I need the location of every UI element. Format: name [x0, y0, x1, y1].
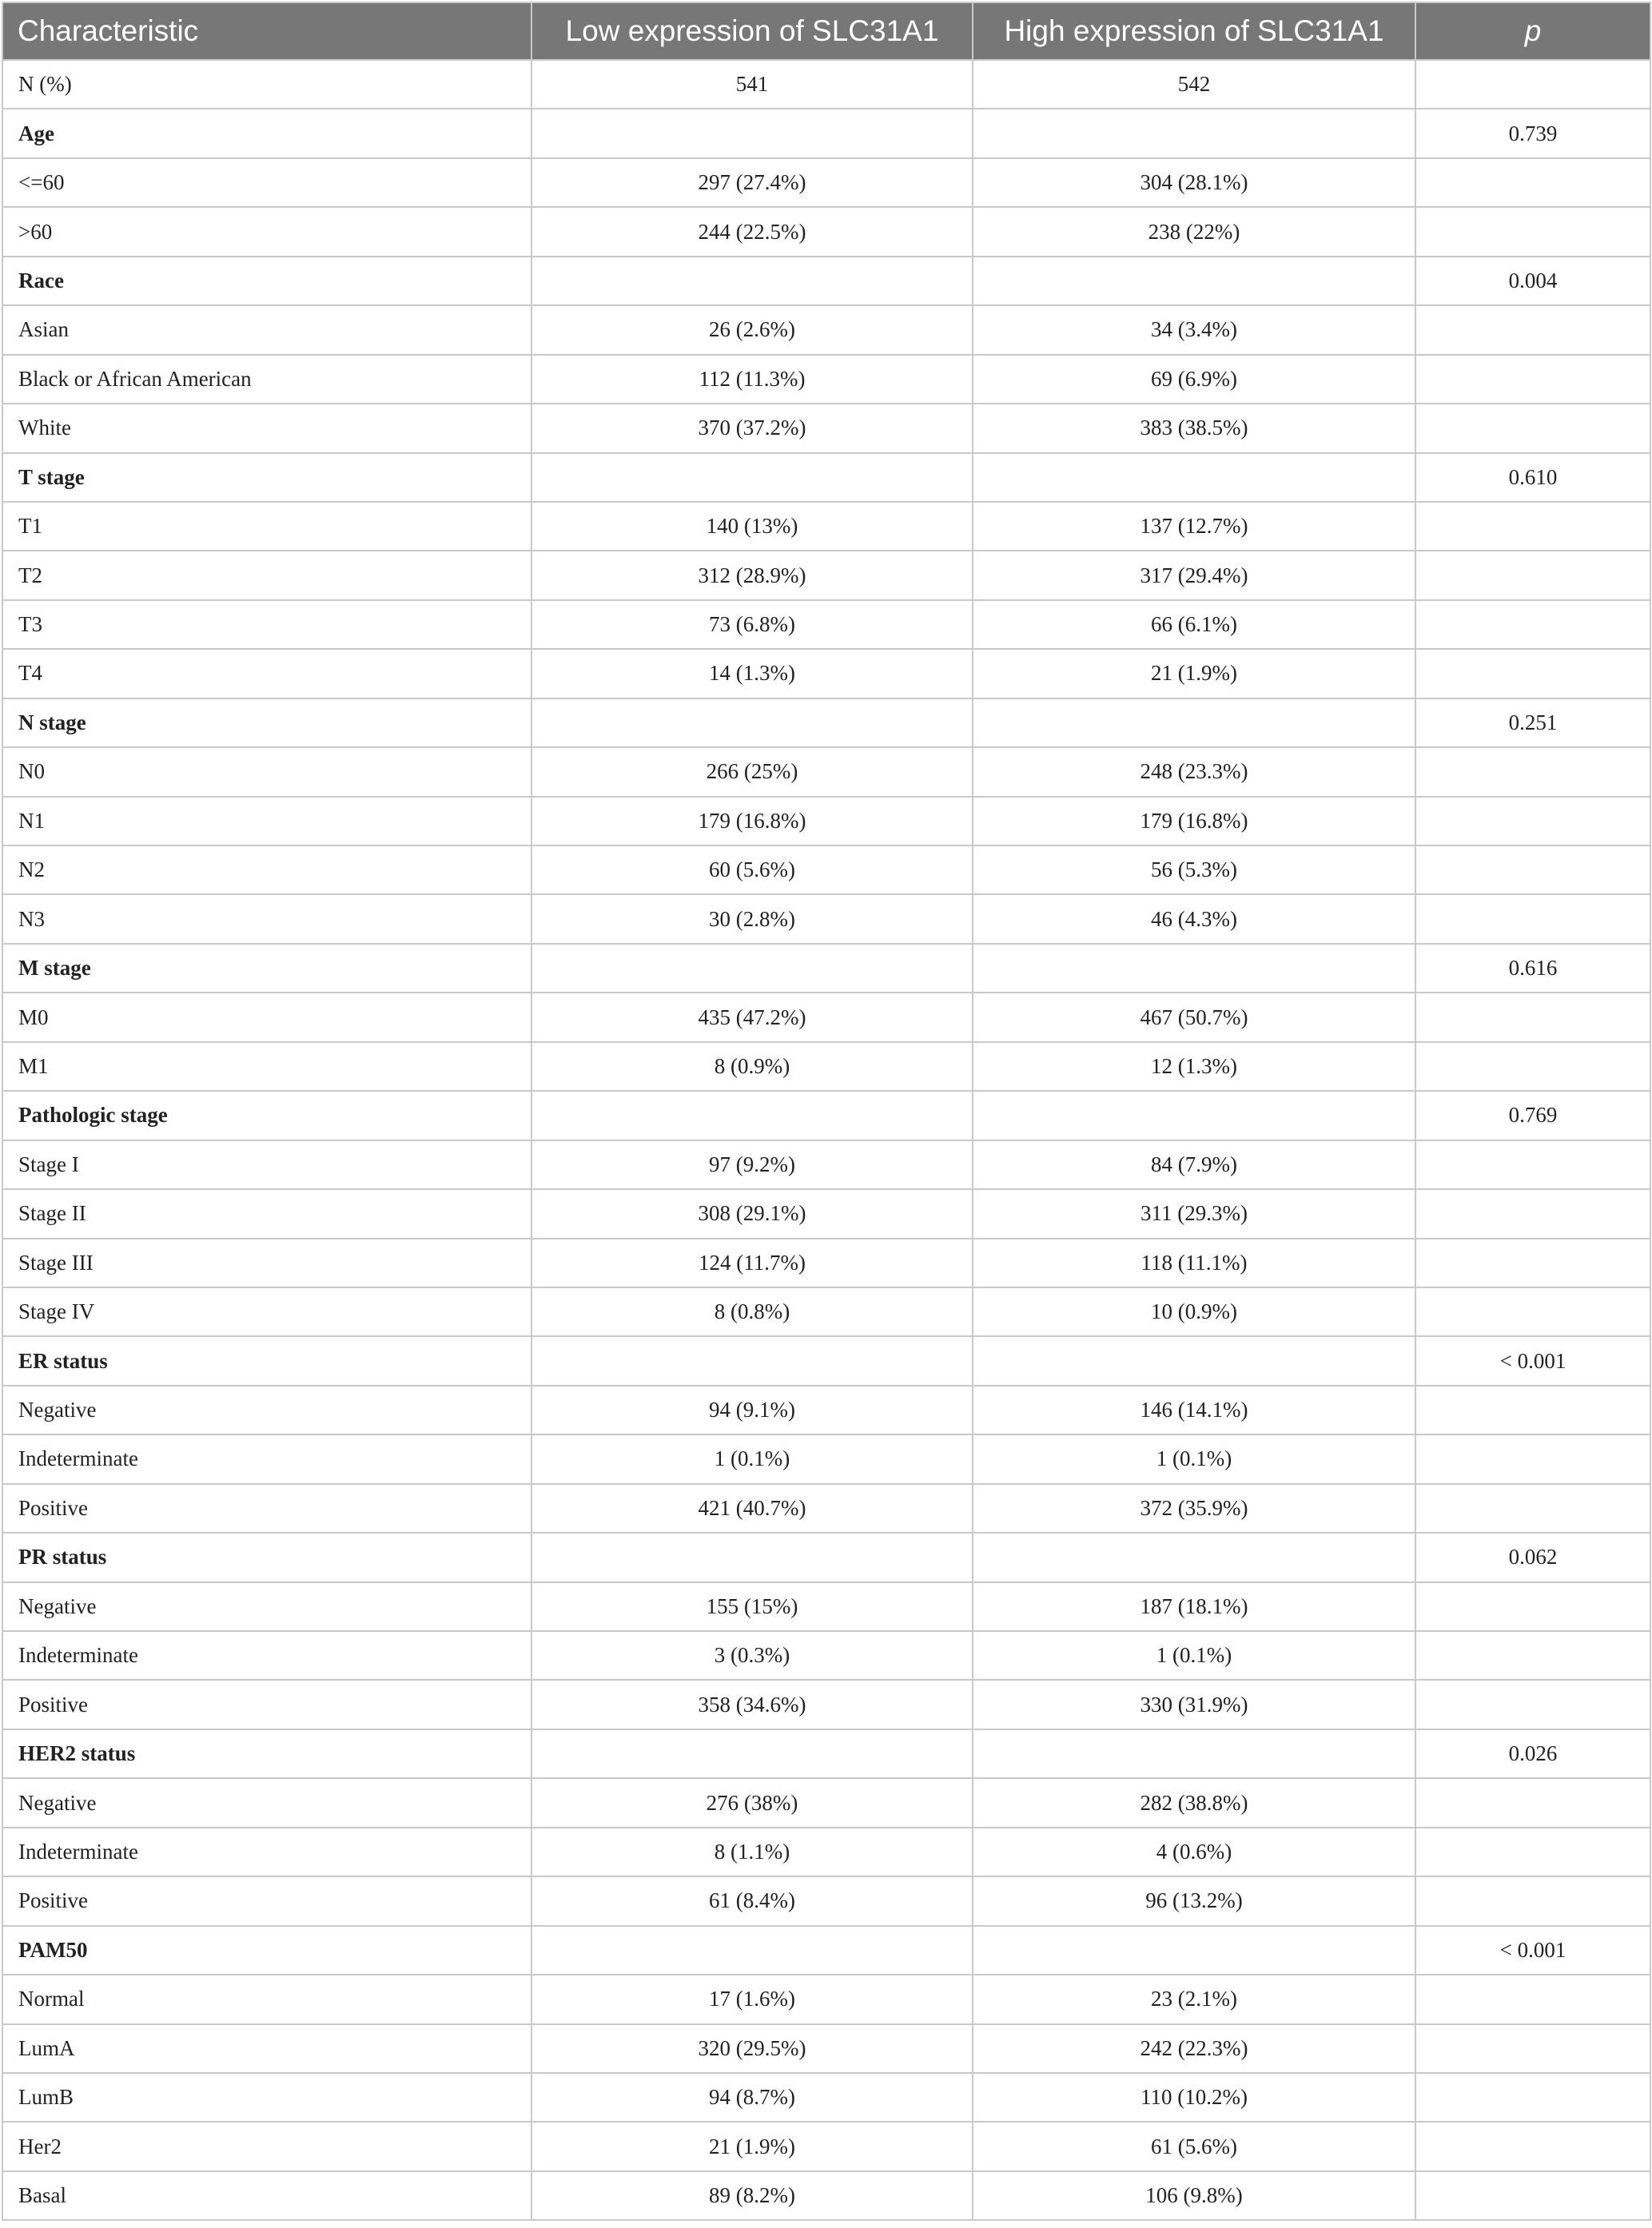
table-group-row — [2, 1336, 1650, 1385]
cell-p-value — [1415, 1828, 1650, 1876]
cell-low-expression: 266 (25%) — [531, 747, 973, 796]
cell-p-value — [1415, 1140, 1650, 1189]
table-row — [2, 355, 1650, 404]
cell-p-value — [1415, 551, 1650, 599]
cell-low-expression — [531, 109, 973, 157]
cell-p-value: 0.004 — [1415, 257, 1650, 305]
cell-high-expression: 1 (0.1%) — [973, 1434, 1415, 1483]
cell-characteristic: ER status — [2, 1336, 531, 1385]
cell-low-expression: 73 (6.8%) — [531, 600, 973, 649]
cell-low-expression — [531, 257, 973, 305]
cell-p-value — [1415, 993, 1650, 1041]
cell-p-value — [1415, 1631, 1650, 1680]
cell-p-value — [1415, 2024, 1650, 2073]
cell-high-expression — [973, 698, 1415, 747]
cell-low-expression: 30 (2.8%) — [531, 894, 973, 943]
table-group-row — [2, 1533, 1650, 1581]
cell-high-expression: 282 (38.8%) — [973, 1778, 1415, 1827]
cell-low-expression: 8 (1.1%) — [531, 1828, 973, 1876]
cell-low-expression: 358 (34.6%) — [531, 1680, 973, 1729]
table-row — [2, 993, 1650, 1041]
table-row — [2, 60, 1650, 109]
cell-characteristic: N3 — [2, 894, 531, 943]
cell-high-expression — [973, 109, 1415, 157]
table-group-row — [2, 109, 1650, 157]
table-row — [2, 1434, 1650, 1483]
table-row — [2, 2122, 1650, 2170]
cell-low-expression: 61 (8.4%) — [531, 1876, 973, 1925]
cell-characteristic: N2 — [2, 845, 531, 894]
table-row — [2, 551, 1650, 599]
cell-characteristic: PR status — [2, 1533, 531, 1581]
cell-high-expression: 242 (22.3%) — [973, 2024, 1415, 2073]
cell-characteristic: PAM50 — [2, 1926, 531, 1975]
cell-high-expression: 21 (1.9%) — [973, 649, 1415, 698]
cell-characteristic: T1 — [2, 502, 531, 551]
cell-high-expression — [973, 257, 1415, 305]
table-row — [2, 600, 1650, 649]
table-row — [2, 1386, 1650, 1434]
cell-p-value: < 0.001 — [1415, 1336, 1650, 1385]
cell-characteristic: T stage — [2, 453, 531, 502]
cell-characteristic: <=60 — [2, 158, 531, 207]
cell-characteristic: Stage I — [2, 1140, 531, 1189]
table-row — [2, 2024, 1650, 2073]
header-characteristic: Characteristic — [2, 2, 531, 60]
cell-high-expression: 69 (6.9%) — [973, 355, 1415, 404]
cell-p-value: < 0.001 — [1415, 1926, 1650, 1975]
table-row — [2, 649, 1650, 698]
cell-p-value: 0.026 — [1415, 1729, 1650, 1778]
cell-low-expression: 124 (11.7%) — [531, 1239, 973, 1287]
cell-characteristic: N (%) — [2, 60, 531, 109]
cell-low-expression — [531, 1336, 973, 1385]
cell-p-value — [1415, 502, 1650, 551]
cell-characteristic: T4 — [2, 649, 531, 698]
cell-low-expression: 320 (29.5%) — [531, 2024, 973, 2073]
cell-high-expression: 4 (0.6%) — [973, 1828, 1415, 1876]
table-row — [2, 1582, 1650, 1631]
table-row — [2, 404, 1650, 452]
cell-characteristic: Basal — [2, 2171, 531, 2220]
cell-low-expression: 370 (37.2%) — [531, 404, 973, 452]
cell-p-value — [1415, 207, 1650, 256]
cell-characteristic: Negative — [2, 1582, 531, 1631]
cell-high-expression: 110 (10.2%) — [973, 2073, 1415, 2122]
cell-characteristic: Race — [2, 257, 531, 305]
table-row — [2, 797, 1650, 845]
cell-p-value — [1415, 1042, 1650, 1091]
cell-p-value — [1415, 1975, 1650, 2023]
cell-p-value — [1415, 355, 1650, 404]
table-row — [2, 1631, 1650, 1680]
cell-high-expression: 330 (31.9%) — [973, 1680, 1415, 1729]
header-high-expression: High expression of SLC31A1 — [973, 2, 1415, 60]
cell-p-value: 0.610 — [1415, 453, 1650, 502]
cell-high-expression: 372 (35.9%) — [973, 1484, 1415, 1533]
cell-p-value — [1415, 2073, 1650, 2122]
cell-p-value — [1415, 747, 1650, 796]
cell-characteristic: Asian — [2, 305, 531, 354]
clinical-characteristics-table — [2, 2, 1651, 2221]
cell-p-value: 0.739 — [1415, 109, 1650, 157]
cell-p-value — [1415, 894, 1650, 943]
table-row — [2, 2171, 1650, 2220]
cell-low-expression: 297 (27.4%) — [531, 158, 973, 207]
cell-characteristic: Positive — [2, 1876, 531, 1925]
cell-p-value — [1415, 1680, 1650, 1729]
cell-low-expression — [531, 1926, 973, 1975]
cell-low-expression: 308 (29.1%) — [531, 1189, 973, 1238]
cell-high-expression: 23 (2.1%) — [973, 1975, 1415, 2023]
cell-p-value — [1415, 158, 1650, 207]
cell-p-value — [1415, 1287, 1650, 1336]
table-row — [2, 1778, 1650, 1827]
table-group-row — [2, 698, 1650, 747]
cell-characteristic: Indeterminate — [2, 1631, 531, 1680]
cell-low-expression: 312 (28.9%) — [531, 551, 973, 599]
cell-p-value — [1415, 1386, 1650, 1434]
cell-high-expression: 12 (1.3%) — [973, 1042, 1415, 1091]
cell-high-expression: 179 (16.8%) — [973, 797, 1415, 845]
cell-high-expression: 238 (22%) — [973, 207, 1415, 256]
cell-high-expression: 542 — [973, 60, 1415, 109]
cell-p-value — [1415, 845, 1650, 894]
cell-high-expression: 56 (5.3%) — [973, 845, 1415, 894]
cell-high-expression: 61 (5.6%) — [973, 2122, 1415, 2170]
cell-p-value — [1415, 1434, 1650, 1483]
cell-high-expression — [973, 453, 1415, 502]
cell-low-expression: 8 (0.9%) — [531, 1042, 973, 1091]
cell-high-expression: 66 (6.1%) — [973, 600, 1415, 649]
table-row — [2, 1189, 1650, 1238]
cell-p-value — [1415, 2122, 1650, 2170]
cell-low-expression: 140 (13%) — [531, 502, 973, 551]
cell-characteristic: N0 — [2, 747, 531, 796]
cell-high-expression — [973, 1336, 1415, 1385]
header-p-value: p — [1415, 2, 1650, 60]
cell-characteristic: Positive — [2, 1484, 531, 1533]
cell-low-expression: 155 (15%) — [531, 1582, 973, 1631]
cell-high-expression — [973, 1729, 1415, 1778]
table-row — [2, 747, 1650, 796]
cell-high-expression: 84 (7.9%) — [973, 1140, 1415, 1189]
cell-p-value — [1415, 1484, 1650, 1533]
cell-low-expression: 435 (47.2%) — [531, 993, 973, 1041]
cell-characteristic: Indeterminate — [2, 1434, 531, 1483]
cell-low-expression: 179 (16.8%) — [531, 797, 973, 845]
cell-characteristic: Her2 — [2, 2122, 531, 2170]
cell-characteristic: Negative — [2, 1778, 531, 1827]
cell-low-expression: 26 (2.6%) — [531, 305, 973, 354]
table-row — [2, 845, 1650, 894]
cell-p-value — [1415, 1778, 1650, 1827]
table-row — [2, 1287, 1650, 1336]
cell-characteristic: Age — [2, 109, 531, 157]
cell-p-value: 0.769 — [1415, 1091, 1650, 1140]
cell-high-expression: 383 (38.5%) — [973, 404, 1415, 452]
cell-characteristic: LumA — [2, 2024, 531, 2073]
cell-high-expression: 118 (11.1%) — [973, 1239, 1415, 1287]
table-header-row — [2, 2, 1650, 60]
table-row — [2, 502, 1650, 551]
cell-low-expression — [531, 1091, 973, 1140]
cell-p-value — [1415, 60, 1650, 109]
table-row — [2, 894, 1650, 943]
cell-characteristic: M0 — [2, 993, 531, 1041]
table-row — [2, 1484, 1650, 1533]
cell-high-expression: 317 (29.4%) — [973, 551, 1415, 599]
cell-low-expression: 97 (9.2%) — [531, 1140, 973, 1189]
cell-high-expression: 34 (3.4%) — [973, 305, 1415, 354]
cell-high-expression: 467 (50.7%) — [973, 993, 1415, 1041]
cell-p-value: 0.062 — [1415, 1533, 1650, 1581]
cell-high-expression: 96 (13.2%) — [973, 1876, 1415, 1925]
cell-low-expression: 94 (8.7%) — [531, 2073, 973, 2122]
cell-p-value — [1415, 797, 1650, 845]
cell-low-expression: 3 (0.3%) — [531, 1631, 973, 1680]
cell-characteristic: Pathologic stage — [2, 1091, 531, 1140]
cell-characteristic: M1 — [2, 1042, 531, 1091]
cell-low-expression: 421 (40.7%) — [531, 1484, 973, 1533]
table-group-row — [2, 257, 1650, 305]
cell-high-expression: 146 (14.1%) — [973, 1386, 1415, 1434]
cell-characteristic: Positive — [2, 1680, 531, 1729]
table-row — [2, 305, 1650, 354]
cell-characteristic: T2 — [2, 551, 531, 599]
table-group-row — [2, 944, 1650, 993]
cell-characteristic: Indeterminate — [2, 1828, 531, 1876]
cell-characteristic: N stage — [2, 698, 531, 747]
cell-low-expression: 21 (1.9%) — [531, 2122, 973, 2170]
table-row — [2, 1042, 1650, 1091]
cell-high-expression: 311 (29.3%) — [973, 1189, 1415, 1238]
cell-characteristic: HER2 status — [2, 1729, 531, 1778]
table-row — [2, 1876, 1650, 1925]
cell-low-expression — [531, 1729, 973, 1778]
cell-p-value: 0.251 — [1415, 698, 1650, 747]
cell-p-value — [1415, 600, 1650, 649]
cell-low-expression — [531, 1533, 973, 1581]
cell-high-expression: 46 (4.3%) — [973, 894, 1415, 943]
cell-low-expression: 17 (1.6%) — [531, 1975, 973, 2023]
cell-low-expression — [531, 944, 973, 993]
cell-high-expression: 248 (23.3%) — [973, 747, 1415, 796]
cell-low-expression: 1 (0.1%) — [531, 1434, 973, 1483]
table-row — [2, 1239, 1650, 1287]
cell-p-value — [1415, 1239, 1650, 1287]
cell-low-expression — [531, 698, 973, 747]
cell-characteristic: White — [2, 404, 531, 452]
cell-characteristic: Stage II — [2, 1189, 531, 1238]
table-row — [2, 1828, 1650, 1876]
table-row — [2, 1140, 1650, 1189]
table-row — [2, 1975, 1650, 2023]
table-group-row — [2, 453, 1650, 502]
cell-low-expression: 60 (5.6%) — [531, 845, 973, 894]
table-row — [2, 207, 1650, 256]
table-group-row — [2, 1729, 1650, 1778]
cell-characteristic: >60 — [2, 207, 531, 256]
cell-high-expression: 304 (28.1%) — [973, 158, 1415, 207]
cell-characteristic: M stage — [2, 944, 531, 993]
table-body — [2, 60, 1650, 2220]
header-low-expression: Low expression of SLC31A1 — [531, 2, 973, 60]
cell-p-value — [1415, 2171, 1650, 2220]
cell-low-expression: 276 (38%) — [531, 1778, 973, 1827]
cell-p-value — [1415, 404, 1650, 452]
cell-p-value — [1415, 305, 1650, 354]
cell-low-expression: 14 (1.3%) — [531, 649, 973, 698]
cell-characteristic: Stage III — [2, 1239, 531, 1287]
cell-p-value — [1415, 649, 1650, 698]
cell-low-expression: 89 (8.2%) — [531, 2171, 973, 2220]
cell-characteristic: Stage IV — [2, 1287, 531, 1336]
cell-high-expression — [973, 944, 1415, 993]
cell-high-expression: 187 (18.1%) — [973, 1582, 1415, 1631]
cell-characteristic: T3 — [2, 600, 531, 649]
table-group-row — [2, 1091, 1650, 1140]
cell-characteristic: Normal — [2, 1975, 531, 2023]
cell-p-value — [1415, 1189, 1650, 1238]
cell-low-expression: 244 (22.5%) — [531, 207, 973, 256]
cell-high-expression: 137 (12.7%) — [973, 502, 1415, 551]
cell-p-value — [1415, 1582, 1650, 1631]
cell-high-expression — [973, 1091, 1415, 1140]
table-row — [2, 158, 1650, 207]
cell-high-expression: 1 (0.1%) — [973, 1631, 1415, 1680]
cell-low-expression: 541 — [531, 60, 973, 109]
cell-low-expression: 112 (11.3%) — [531, 355, 973, 404]
cell-p-value: 0.616 — [1415, 944, 1650, 993]
table-row — [2, 2073, 1650, 2122]
cell-characteristic: N1 — [2, 797, 531, 845]
cell-characteristic: Negative — [2, 1386, 531, 1434]
cell-low-expression — [531, 453, 973, 502]
cell-characteristic: Black or African American — [2, 355, 531, 404]
cell-high-expression — [973, 1533, 1415, 1581]
cell-low-expression: 8 (0.8%) — [531, 1287, 973, 1336]
table-group-row — [2, 1926, 1650, 1975]
cell-low-expression: 94 (9.1%) — [531, 1386, 973, 1434]
cell-p-value — [1415, 1876, 1650, 1925]
cell-high-expression: 10 (0.9%) — [973, 1287, 1415, 1336]
cell-high-expression: 106 (9.8%) — [973, 2171, 1415, 2220]
table-row — [2, 1680, 1650, 1729]
cell-high-expression — [973, 1926, 1415, 1975]
cell-characteristic: LumB — [2, 2073, 531, 2122]
